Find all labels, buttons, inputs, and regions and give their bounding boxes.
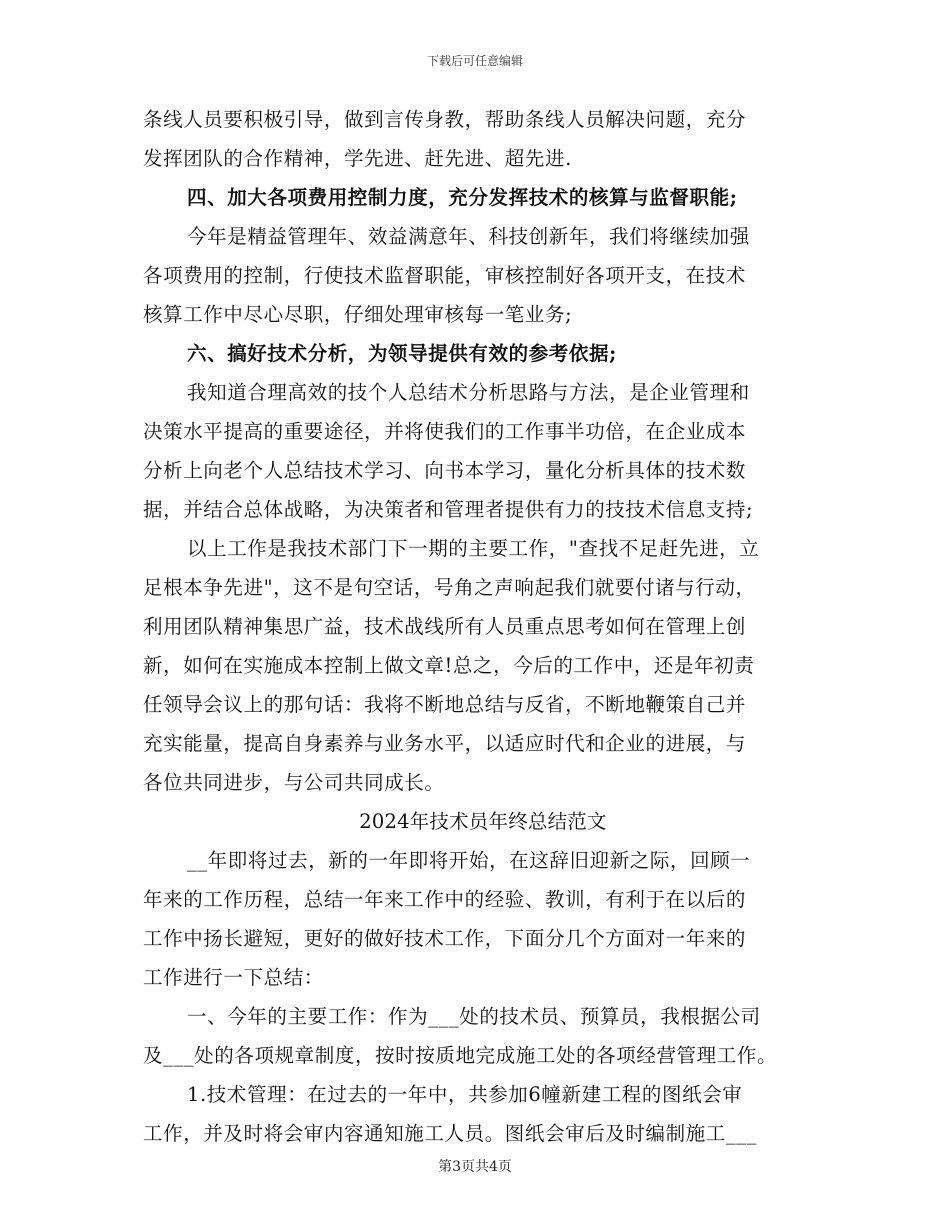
paragraph-line: 工作，并及时将会审内容通知施工人员。图纸会审后及时编制施工___ xyxy=(143,1122,757,1145)
paragraph-line: 核算工作中尽心尽职，仔细处理审核每一笔业务; xyxy=(143,303,573,326)
paragraph-line: 工作进行一下总结： xyxy=(143,966,324,989)
paragraph-line: 充实能量，提高自身素养与业务水平，以适应时代和企业的进展，与 xyxy=(143,732,747,755)
section-heading: 六、搞好技术分析，为领导提供有效的参考依据; xyxy=(187,342,617,365)
paragraph-line: __年即将过去，新的一年即将开始，在这辞旧迎新之际，回顾一 xyxy=(187,849,751,872)
page-header-note: 下载后可任意编辑 xyxy=(426,54,523,68)
paragraph-line: 及___处的各项规章制度，按时按质地完成施工处的各项经营管理工作。 xyxy=(143,1044,778,1067)
paragraph-line: 条线人员要积极引导，做到言传身教，帮助条线人员解决问题，充分 xyxy=(143,108,747,131)
paragraph-line: 利用团队精神集思广益，技术战线所有人员重点思考如何在管理上创 xyxy=(143,615,747,638)
page-footer-number: 第3页共4页 xyxy=(438,1159,512,1175)
paragraph-line: 我知道合理高效的技个人总结术分析思路与方法，是企业管理和 xyxy=(187,381,750,404)
section-heading: 四、加大各项费用控制力度，充分发挥技术的核算与监督职能; xyxy=(187,186,738,209)
document-body xyxy=(143,100,823,1153)
paragraph-line: 今年是精益管理年、效益满意年、科技创新年，我们将继续加强 xyxy=(187,225,750,248)
paragraph-line: 新，如何在实施成本控制上做文章!总之，今后的工作中，还是年初责 xyxy=(143,654,755,677)
paragraph-line: 工作中扬长避短，更好的做好技术工作，下面分几个方面对一年来的 xyxy=(143,927,747,950)
paragraph-line: 任领导会议上的那句话：我将不断地总结与反省，不断地鞭策自己并 xyxy=(143,693,747,716)
paragraph-line: 各位共同进步，与公司共同成长。 xyxy=(143,771,445,794)
paragraph-line: 1.技术管理：在过去的一年中，共参加6幢新建工程的图纸会审 xyxy=(187,1083,743,1106)
paragraph-line: 年来的工作历程，总结一年来工作中的经验、教训，有利于在以后的 xyxy=(143,888,747,911)
paragraph-line: 分析上向老个人总结技术学习、向书本学习，量化分析具体的技术数 xyxy=(143,459,747,482)
paragraph-line: 以上工作是我技术部门下一期的主要工作，"查找不足赶先进，立 xyxy=(187,537,760,560)
paragraph-line: 各项费用的控制，行使技术监督职能，审核控制好各项开支，在技术 xyxy=(143,264,747,287)
paragraph-line: 一、今年的主要工作：作为___处的技术员、预算员，我根据公司 xyxy=(187,1005,761,1028)
paragraph-line: 发挥团队的合作精神，学先进、赶先进、超先进. xyxy=(143,147,572,170)
paragraph-line: 决策水平提高的重要途径，并将使我们的工作事半功倍，在企业成本 xyxy=(143,420,747,443)
paragraph-line: 足根本争先进"，这不是句空话，号角之声响起我们就要付诸与行动， xyxy=(143,576,756,599)
paragraph-line: 据，并结合总体战略，为决策者和管理者提供有力的技技术信息支持; xyxy=(143,498,754,521)
section-title: 2024年技术员年终总结范文 xyxy=(359,810,607,833)
